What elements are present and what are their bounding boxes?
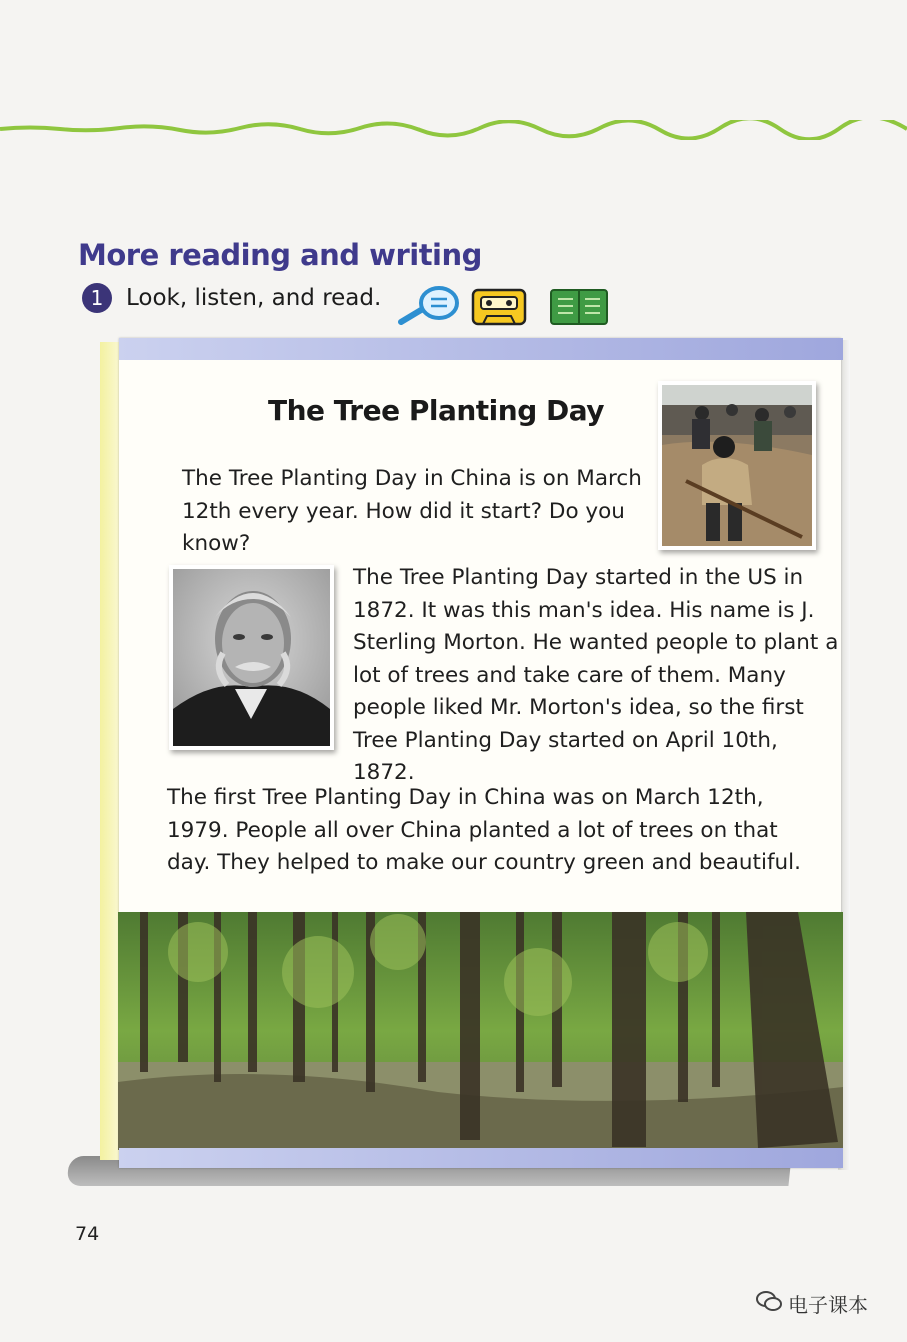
step-instruction: Look, listen, and read.	[126, 285, 382, 311]
j-sterling-morton-portrait	[173, 569, 330, 746]
account-name: 电子课本	[788, 1293, 868, 1317]
cassette-icon	[473, 290, 525, 324]
tree-planting-photo	[658, 381, 816, 550]
page-number: 74	[75, 1223, 100, 1245]
book-icon	[551, 290, 607, 324]
paragraph-intro: The Tree Planting Day in China is on March 12th every year. How did it start? Do you know?	[182, 466, 642, 556]
book-bottom-bar	[119, 1148, 843, 1168]
activity-icons	[395, 286, 610, 328]
section-title: More reading and writing	[78, 238, 482, 272]
article-title: The Tree Planting Day	[268, 394, 605, 427]
morton-portrait-photo	[169, 565, 334, 750]
step-number-badge: 1	[82, 283, 112, 313]
paragraph-morton: The Tree Planting Day started in the US in 1872. It was this man's idea. His name is J. Sterling Morton. He wanted people to plant a lot of trees and take care of them. Many people liked Mr. Morton's idea, so the first Tree Planting Day started on April 10th, 1872.	[353, 565, 839, 785]
paragraph-china: The first Tree Planting Day in China was on March 12th, 1979. People all over China planted a lot of trees on that day. They helped to make our country green and beautiful.	[167, 785, 801, 875]
green-divider-line	[0, 120, 907, 140]
forest-photo	[118, 912, 843, 1150]
wechat-account-icon	[755, 1289, 783, 1313]
tree-planting-image	[662, 385, 812, 546]
activity-step	[82, 282, 381, 314]
magnifier-icon	[401, 288, 457, 322]
book-top-bar	[119, 338, 843, 360]
